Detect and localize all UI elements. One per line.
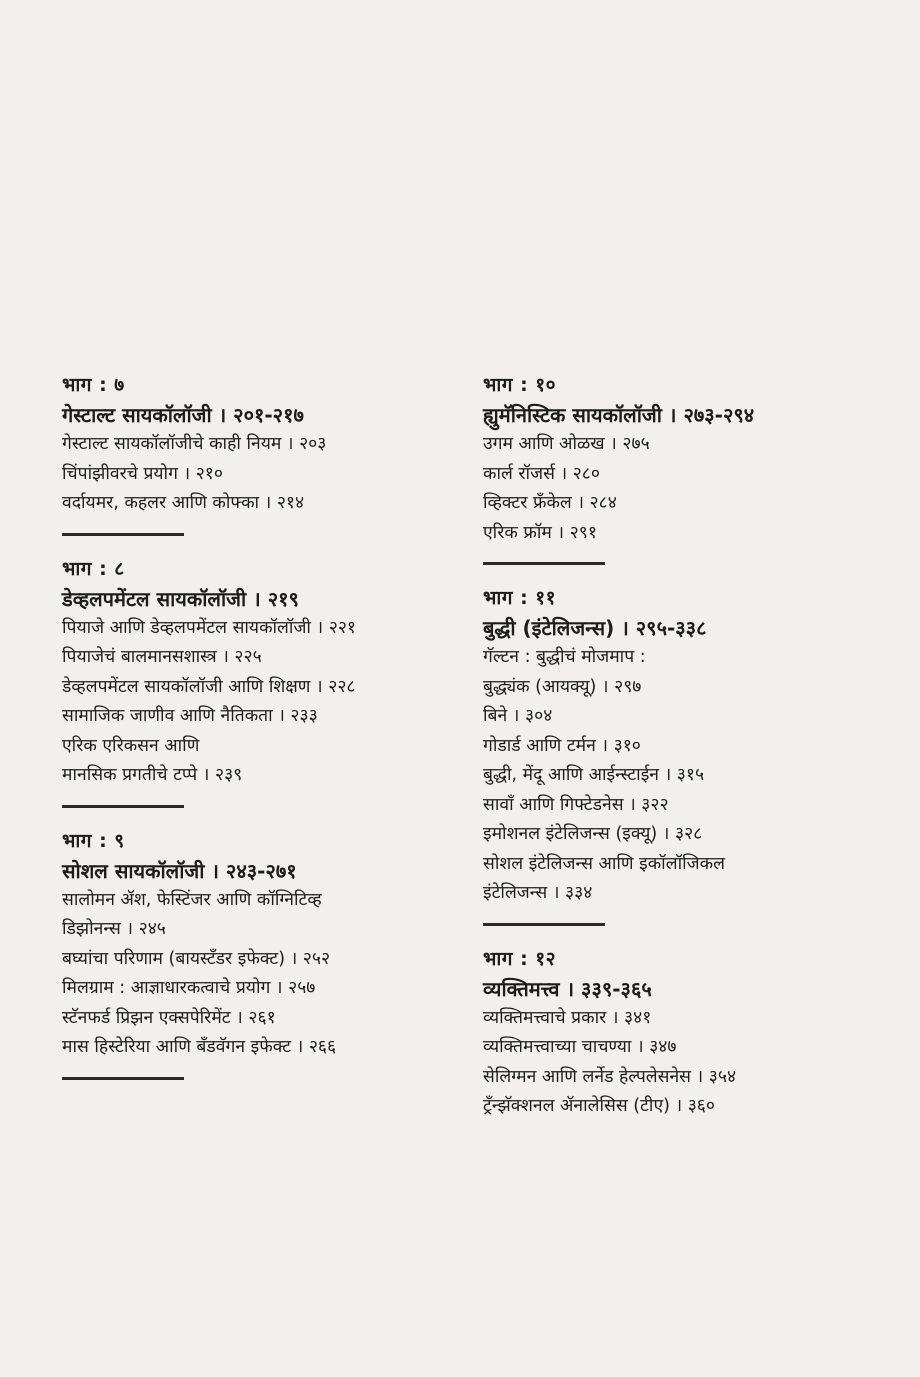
toc-entry: एरिक फ्रॉम । २९१ — [483, 522, 597, 543]
toc-entry: व्हिक्टर फ्रँकेल । २८४ — [483, 493, 617, 513]
toc-entry: डिझोनन्स । २४५ — [62, 919, 166, 939]
part-label: भाग : ८ — [62, 557, 125, 580]
toc-section-part-10 — [483, 370, 893, 548]
part-title: सोशल सायकॉलॉजी । २४३-२७१ — [62, 858, 297, 883]
toc-entry: इमोशनल इंटेलिजन्स (इक्यू) । ३२८ — [483, 824, 703, 844]
toc-entry: सेलिग्मन आणि लर्नेड हेल्पलेसनेस । ३५४ — [483, 1066, 737, 1087]
toc-entry: वर्दायमर, कहलर आणि कोफ्का । २१४ — [62, 493, 305, 513]
toc-entry: बिने । ३०४ — [483, 706, 553, 726]
toc-entry: सावाँ आणि गिफ्टेडनेस । ३२२ — [483, 794, 669, 815]
toc-entry: बुद्ध्यंक (आयक्यू) । २९७ — [483, 676, 642, 697]
section-divider — [483, 562, 605, 565]
toc-entry: गोडार्ड आणि टर्मन । ३१० — [483, 735, 641, 756]
part-label: भाग : ११ — [483, 587, 557, 609]
toc-entry: बुद्धी, मेंदू आणि आईन्स्टाईन । ३१५ — [483, 765, 705, 785]
toc-section-part-11 — [483, 583, 893, 909]
toc-entry: गेस्टाल्ट सायकॉलॉजीचे काही नियम । २०३ — [62, 434, 327, 454]
part-title: व्यक्तिमत्त्व । ३३९-३६५ — [483, 976, 652, 1001]
toc-entry: गॅल्टन : बुद्धीचं मोजमाप : — [483, 647, 646, 667]
toc-entry: चिंपांझीवरचे प्रयोग । २१० — [62, 463, 223, 484]
part-label: भाग : ९ — [62, 829, 125, 852]
toc-entry: स्टॅनफर्ड प्रिझन एक्सपेरिमेंट । २६१ — [62, 1007, 276, 1028]
toc-entry: बघ्यांचा परिणाम (बायस्टँडर इफेक्ट) । २५२ — [62, 948, 331, 969]
part-title: गेस्टाल्ट सायकॉलॉजी । २०१-२१७ — [62, 403, 304, 427]
toc-entry: पियाजे आणि डेव्हलपमेंटल सायकॉलॉजी । २२१ — [62, 617, 357, 638]
toc-entry: सालोमन ॲश, फेस्टिंजर आणि कॉग्निटिव्ह — [62, 889, 322, 910]
toc-entry: सोशल इंटेलिजन्स आणि इकॉलॉजिकल — [483, 853, 725, 874]
part-label: भाग : १२ — [483, 947, 557, 970]
part-label: भाग : १० — [483, 374, 557, 396]
toc-entry: उगम आणि ओळख । २७५ — [483, 434, 650, 454]
section-divider — [483, 923, 605, 926]
toc-entry: व्यक्तिमत्त्वाच्या चाचण्या । ३४७ — [483, 1037, 677, 1057]
toc-entry: मास हिस्टेरिया आणि बँडवॅगन इफेक्ट । २६६ — [62, 1037, 337, 1057]
toc-entry: मानसिक प्रगतीचे टप्पे । २३९ — [62, 765, 243, 785]
toc-column-left — [62, 370, 462, 1098]
toc-entry: डेव्हलपमेंटल सायकॉलॉजी आणि शिक्षण । २२८ — [62, 676, 356, 697]
toc-entry: इंटेलिजन्स । ३३४ — [483, 883, 593, 903]
toc-section-part-8 — [62, 554, 462, 791]
toc-entry: मिलग्राम : आज्ञाधारकत्वाचे प्रयोग । २५७ — [62, 978, 316, 998]
toc-section-part-9 — [62, 826, 462, 1063]
part-label: भाग : ७ — [62, 374, 125, 396]
part-title: बुद्धी (इंटेलिजन्स) । २९५-३३८ — [483, 616, 707, 640]
toc-entry: सामाजिक जाणीव आणि नैतिकता । २३३ — [62, 706, 318, 726]
toc-entry: व्यक्तिमत्त्वाचे प्रकार । ३४१ — [483, 1007, 652, 1028]
section-divider — [62, 805, 184, 808]
part-title: डेव्हलपमेंटल सायकॉलॉजी । २१९ — [62, 586, 299, 611]
section-divider — [62, 1077, 184, 1080]
toc-section-part-12 — [483, 944, 893, 1122]
toc-entry: एरिक एरिकसन आणि — [62, 735, 200, 756]
toc-entry: ट्रँन्झॅक्शनल ॲनालेसिस (टीए) । ३६० — [483, 1096, 716, 1116]
toc-column-right — [483, 370, 893, 1122]
toc-entry: कार्ल रॉजर्स । २८० — [483, 463, 600, 484]
part-title: ह्युमॅनिस्टिक सायकॉलॉजी । २७३-२९४ — [483, 403, 755, 427]
section-divider — [62, 533, 184, 536]
toc-entry: पियाजेचं बालमानसशास्त्र । २२५ — [62, 647, 262, 667]
toc-section-part-7 — [62, 370, 462, 519]
